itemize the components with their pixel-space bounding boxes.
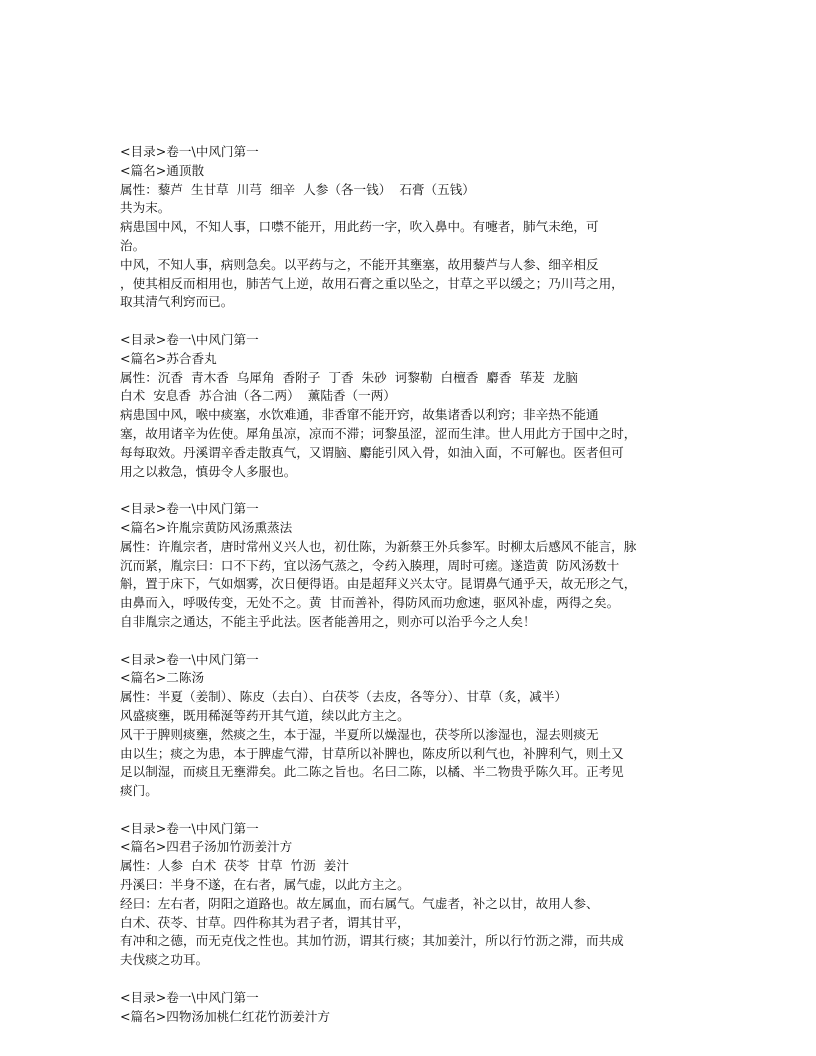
text-line: 由鼻而入，呼吸传变，无处不之。黄 甘而善补，得防风而功愈速，驱风补虚，两得之矣。 — [120, 595, 620, 611]
text-line: 风干于脾则痰壅，然痰之生，本于湿，半夏所以燥湿也，茯苓所以渗湿也，湿去则痰无 — [120, 726, 599, 742]
text-line: 自非胤宗之通达，不能主乎此法。医者能善用之，则亦可以治乎今之人矣！ — [120, 613, 536, 629]
text-line: 共为末。 — [120, 200, 171, 216]
catalog-line: <目录>卷一\中风门第一 — [120, 820, 259, 836]
catalog-line: <目录>卷一\中风门第一 — [120, 989, 259, 1005]
text-line: 病患国中风，喉中痰塞，水饮难通，非香窜不能开窍，故集诸香以利窍；非辛热不能通 — [120, 407, 599, 423]
text-line: 经曰：左右者，阴阳之道路也。故左属血，而右属气。气虚者，补之以甘，故用人参、 — [120, 895, 599, 911]
title-line: <篇名>苏合香丸 — [120, 350, 217, 366]
ingredients-line: 白术 安息香 苏合油（各二两） 薰陆香（一两） — [120, 388, 396, 404]
text-line: 斛，置于床下，气如烟雾，次日便得语。由是超拜义兴太守。昆谓鼻气通乎天，故无形之气， — [120, 576, 637, 592]
catalog-line: <目录>卷一\中风门第一 — [120, 501, 259, 517]
text-line: 取其清气利窍而已。 — [120, 294, 234, 310]
ingredients-line: 属性：藜芦 生甘草 川芎 细辛 人参（各一钱） 石膏（五钱） — [120, 181, 475, 197]
entry-erchentang — [120, 651, 700, 801]
title-line: <篇名>二陈汤 — [120, 670, 205, 686]
entry-tongdingsan — [120, 143, 700, 312]
entry-siwutang — [120, 989, 700, 1027]
ingredients-line: 属性：人参 白术 茯苓 甘草 竹沥 姜汁 — [120, 858, 349, 874]
text-line: 塞，故用诸辛为佐使。犀角虽凉，凉而不滞；诃黎虽涩，涩而生津。世人用此方于国中之时， — [120, 425, 637, 441]
text-line: 属性：许胤宗者，唐时常州义兴人也，初仕陈，为新蔡王外兵参军。时柳太后感风不能言，脉 — [120, 538, 637, 554]
text-line: 有冲和之德，而无克伐之性也。其加竹沥，谓其行痰；其加姜汁，所以行竹沥之滞，而共成 — [120, 933, 624, 949]
text-line: 中风，不知人事，病则急矣。以平药与之，不能开其壅塞，故用藜芦与人参、细辛相反 — [120, 256, 599, 272]
text-line: 丹溪曰：半身不遂，在右者，属气虚，以此方主之。 — [120, 877, 410, 893]
catalog-line: <目录>卷一\中风门第一 — [120, 144, 259, 159]
catalog-line: <目录>卷一\中风门第一 — [120, 651, 259, 667]
title-line: <篇名>许胤宗黄防风汤熏蒸法 — [120, 519, 293, 535]
text-line: 每每取效。丹溪谓辛香走散真气，又谓脑、麝能引风入骨，如油入面，不可解也。医者但可 — [120, 444, 624, 460]
text-line: 足以制湿，而痰且无壅滞矣。此二陈之旨也。名曰二陈，以橘、半二物贵乎陈久耳。正考见 — [120, 764, 624, 780]
text-line: 夫伐痰之功耳。 — [120, 952, 209, 968]
document-page — [120, 143, 700, 1045]
entry-sijunzitang — [120, 820, 700, 970]
title-line: <篇名>四君子汤加竹沥姜汁方 — [120, 839, 293, 855]
catalog-line: <目录>卷一\中风门第一 — [120, 331, 259, 347]
text-line: 痰门。 — [120, 783, 158, 799]
text-line: 风盛痰壅，既用稀涎等药开其气道，续以此方主之。 — [120, 707, 410, 723]
ingredients-line: 属性：沉香 青木香 乌犀角 香附子 丁香 朱砂 诃黎勒 白檀香 麝香 荜茇 龙脑 — [120, 369, 578, 385]
entry-suhexiangwan — [120, 331, 700, 481]
text-line: ，使其相反而相用也，肺苦气上逆，故用石膏之重以坠之，甘草之平以缓之；乃川芎之用， — [120, 275, 624, 291]
entry-xuyinzong — [120, 500, 700, 632]
text-line: 病患国中风，不知人事，口噤不能开，用此药一字，吹入鼻中。有嚏者，肺气未绝，可 — [120, 219, 599, 235]
text-line: 由以生；痰之为患，本于脾虚气滞，甘草所以补脾也，陈皮所以利气也，补脾利气，则土又 — [120, 745, 624, 761]
title-line: <篇名>通顶散 — [120, 162, 205, 178]
text-line: 治。 — [120, 237, 146, 253]
text-line: 用之以救急，慎毋令人多服也。 — [120, 463, 297, 479]
title-line: <篇名>四物汤加桃仁红花竹沥姜汁方 — [120, 1008, 331, 1024]
text-line: 白术、茯苓、甘草。四件称其为君子者，谓其甘平， — [120, 914, 410, 930]
text-line: 沉而紧，胤宗曰：口不下药，宜以汤气蒸之，令药入腠理，周时可瘥。遂造黄 防风汤数十 — [120, 557, 620, 573]
ingredients-line: 属性：半夏（姜制）、陈皮（去白）、白茯苓（去皮，各等分）、甘草（炙，减半） — [120, 689, 568, 705]
